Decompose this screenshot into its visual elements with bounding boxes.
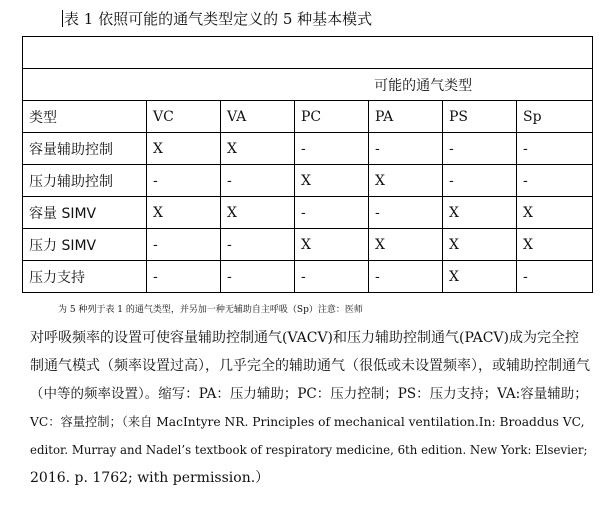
- table-cell: -: [369, 261, 443, 293]
- table-cell: X: [517, 197, 593, 229]
- table-row: [23, 229, 593, 261]
- footnote-line: 为 5 种列于表 1 的通气类型，并另加一种无辅助自主呼吸（Sp）注意：医师: [58, 305, 363, 315]
- table-cell: -: [147, 261, 221, 293]
- footnote-line: 2016. p. 1762; with permission.）: [30, 470, 270, 486]
- table-cell: X: [369, 229, 443, 261]
- table-header-row: [23, 101, 593, 133]
- table-row: [23, 133, 593, 165]
- row-label: 压力辅助控制: [23, 165, 147, 197]
- row-label: 压力支持: [23, 261, 147, 293]
- table-cell: X: [147, 197, 221, 229]
- table-cell: X: [369, 165, 443, 197]
- column-header: VA: [221, 101, 295, 133]
- column-header: PS: [443, 101, 517, 133]
- column-header: VC: [147, 101, 221, 133]
- caption-text: 表 1 依照可能的通气类型定义的 5 种基本模式: [64, 10, 373, 28]
- footnote-paragraph: [30, 296, 590, 492]
- table-cell: -: [369, 133, 443, 165]
- table-cell: X: [147, 133, 221, 165]
- ventilation-modes-table: [22, 36, 593, 293]
- table-row: [23, 165, 593, 197]
- table-cell: X: [517, 229, 593, 261]
- table-cell: -: [221, 165, 295, 197]
- footnote-line: 对呼吸频率的设置可使容量辅助控制通气(VACV)和压力辅助控制通气(PACV)成为完全控: [30, 330, 580, 346]
- row-label: 容量 SIMV: [23, 197, 147, 229]
- blank-cell: [23, 37, 593, 69]
- footnote-line: VC：容量控制；（来自 MacIntyre NR. Principles of mechanical ventilation.In: Broaddus VC,: [30, 415, 585, 429]
- table-cell: X: [443, 229, 517, 261]
- row-label: 压力 SIMV: [23, 229, 147, 261]
- footnote-line: （中等的频率设置）。缩写：PA：压力辅助；PC：压力控制；PS：压力支持；VA:容量辅助；: [30, 386, 588, 402]
- table-cell: -: [443, 165, 517, 197]
- row-label: 容量辅助控制: [23, 133, 147, 165]
- table-cell: -: [517, 261, 593, 293]
- type-header: 类型: [23, 101, 147, 133]
- table-cell: -: [295, 197, 369, 229]
- table-cell: -: [517, 165, 593, 197]
- table-cell: -: [443, 133, 517, 165]
- footnote-line: 制通气模式（频率设置过高），几乎完全的辅助通气（很低或未设置频率），或辅助控制通气: [30, 358, 590, 374]
- table-cell: X: [295, 229, 369, 261]
- table-cell: X: [295, 165, 369, 197]
- table-cell: -: [147, 165, 221, 197]
- group-header: 可能的通气类型: [23, 69, 593, 101]
- column-header: PC: [295, 101, 369, 133]
- table-row: [23, 197, 593, 229]
- table-blank-row: [23, 37, 593, 69]
- table-group-header-row: [23, 69, 593, 101]
- table-cell: -: [517, 133, 593, 165]
- table-cell: -: [147, 229, 221, 261]
- table-cell: X: [221, 133, 295, 165]
- table-cell: -: [369, 197, 443, 229]
- table-cell: X: [221, 197, 295, 229]
- column-header: Sp: [517, 101, 593, 133]
- table-footnote: [30, 296, 590, 492]
- column-header: PA: [369, 101, 443, 133]
- table-caption: [62, 8, 372, 29]
- footnote-line: editor. Murray and Nadel’s textbook of respiratory medicine, 6th edition. New York: Elsevier;: [30, 443, 588, 457]
- table-row: [23, 261, 593, 293]
- table-cell: X: [443, 261, 517, 293]
- table-cell: X: [443, 197, 517, 229]
- table-cell: -: [221, 261, 295, 293]
- table-cell: -: [295, 133, 369, 165]
- table-cell: -: [295, 261, 369, 293]
- table-cell: -: [221, 229, 295, 261]
- text-cursor: [62, 10, 63, 27]
